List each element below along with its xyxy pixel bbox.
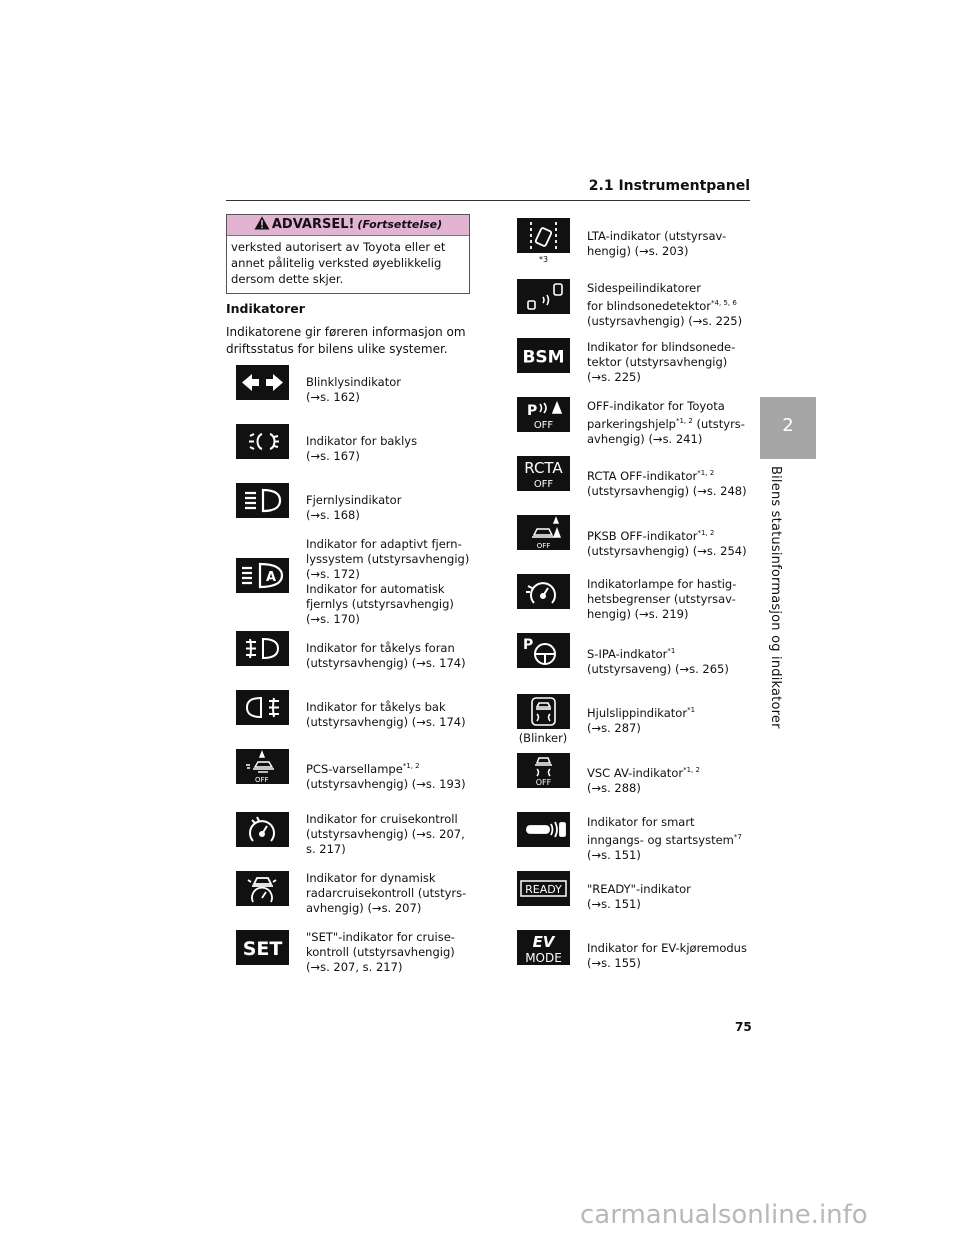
desc-line (587, 830, 759, 848)
warning-subtitle: (Fortsettelse) (357, 218, 443, 231)
chapter-tab (760, 397, 816, 459)
warning-body: verksted autorisert av Toyota eller et annet pålitelig verksted øyeblikkelig dersom dette skjer. (231, 240, 446, 286)
desc-line: hengig) (→s. 203) (587, 244, 689, 258)
indicator-description (587, 882, 759, 912)
desc-line: Indikator for tåkelys foran (306, 641, 455, 655)
desc-line: (ustyrsavhengig) (→s. 225) (587, 313, 743, 328)
desc-line: Indikator for blindsonede- (587, 340, 736, 354)
high-beam-icon (236, 483, 289, 518)
desc-line (587, 414, 759, 432)
indicator-description (587, 703, 759, 736)
chapter-title: Bilens statusinformasjon og indikatorer (768, 466, 783, 729)
desc-text: (utstyrs- (692, 416, 745, 431)
footnote-ref: *1, 2 (402, 762, 420, 770)
footnote-ref: *1 (687, 706, 696, 714)
indicator-description (306, 537, 478, 627)
indicator-description (306, 759, 478, 792)
indicator-description (587, 763, 759, 796)
desc-line (587, 466, 759, 484)
desc-line: Indikatorlampe for hastig- (587, 577, 737, 591)
desc-line (306, 759, 478, 777)
vsc-off-label: OFF (535, 778, 552, 787)
desc-line: Indikator for tåkelys bak (306, 700, 446, 714)
indicator-description (306, 930, 478, 975)
desc-line: (→s. 172) (306, 567, 360, 581)
desc-line: fjernlys (utstyrsavhengig) (306, 597, 454, 611)
desc-line: avhengig) (→s. 241) (587, 431, 703, 446)
page-header (226, 178, 750, 201)
desc-line: (utstyrsavhengig) (→s. 254) (587, 543, 747, 558)
page-number: 75 (735, 1020, 752, 1034)
indicator-description (587, 281, 759, 329)
set-indicator-icon (236, 930, 289, 965)
indicator-description (306, 700, 478, 730)
desc-line: (→s. 151) (587, 897, 641, 911)
desc-text: RCTA OFF-indikator (587, 468, 698, 483)
rcta-off-icon (517, 456, 570, 491)
desc-line (587, 703, 759, 721)
desc-line: (utstyrsavhengig) (→s. 174) (306, 715, 466, 729)
lta-icon (517, 218, 570, 253)
indicator-description (306, 812, 478, 857)
desc-text: Hjulslippindikator (587, 705, 688, 720)
ready-label: READY (525, 883, 562, 896)
svg-text:P: P (527, 403, 538, 419)
footnote-note: *3 (538, 255, 549, 264)
low-beam-icon (236, 424, 289, 459)
desc-text: PCS-varsellampe (306, 761, 403, 776)
ev-label: EV (532, 933, 555, 951)
set-label: SET (242, 938, 283, 960)
footnote-ref: *4, 5, 6 (711, 299, 737, 307)
desc-line: (→s. 162) (306, 390, 360, 404)
section-header-title: 2.1 Instrumentpanel (588, 178, 750, 194)
desc-line: Indikator for EV-kjøremodus (587, 941, 747, 955)
desc-line: "SET"-indikator for cruise- (306, 930, 455, 944)
indicator-description (306, 375, 478, 405)
desc-line: Fjernlysindikator (306, 493, 402, 507)
desc-line: (→s. 151) (587, 847, 641, 862)
pksb-off-label: OFF (536, 542, 551, 550)
desc-line: OFF-indikator for Toyota (587, 399, 725, 413)
indicator-description (587, 466, 759, 499)
indicator-description (587, 815, 759, 863)
desc-line: Indikator for adaptivt fjern- (306, 537, 462, 551)
indicator-description (306, 641, 478, 671)
desc-line: kontroll (utstyrsavhengig) (306, 945, 455, 959)
desc-line: hetsbegrenser (utstyrsav- (587, 592, 736, 606)
warning-title: ADVARSEL! (271, 217, 355, 232)
desc-line: Indikator for dynamisk (306, 871, 436, 885)
desc-line: (utstyrsavhengig) (→s. 174) (306, 656, 466, 670)
desc-text: parkeringshjelp (587, 416, 676, 431)
watermark-text: carmanualsonline.info (580, 1200, 868, 1230)
desc-text: PKSB OFF-indikator (587, 528, 698, 543)
rear-fog-light-icon (236, 690, 289, 725)
footnote-ref: *1 (667, 647, 676, 655)
adaptive-high-beam-icon (236, 558, 289, 593)
desc-line: (utstyrsavhengig) (→s. 207, (306, 827, 465, 841)
chapter-number: 2 (782, 415, 794, 436)
parking-assist-off-icon (517, 397, 570, 432)
desc-line: (→s. 168) (306, 508, 360, 522)
indicator-description (587, 399, 759, 447)
desc-line: (→s. 288) (587, 780, 641, 795)
vsc-off-icon (517, 753, 570, 788)
desc-line: (→s. 207, s. 217) (306, 960, 403, 974)
bsm-label: BSM (522, 347, 565, 368)
indicator-description (587, 577, 759, 622)
desc-line: "READY"-indikator (587, 882, 691, 896)
desc-line: Indikator for smart (587, 815, 695, 829)
ready-icon (517, 871, 570, 906)
svg-text:P: P (523, 637, 534, 653)
indicator-description (306, 493, 478, 523)
footnote-ref: *1, 2 (683, 766, 700, 774)
desc-line: radarcruisekontroll (utstyrs- (306, 886, 467, 900)
pcs-off-icon (236, 749, 289, 784)
pcs-off-label: OFF (255, 776, 269, 784)
footnote-ref: *1, 2 (697, 529, 715, 537)
turn-signal-arrows-icon (236, 365, 289, 400)
pksb-off-icon (517, 515, 570, 550)
indicator-description (306, 434, 478, 464)
blinker-note: (Blinker) (518, 731, 568, 745)
desc-line: Sidespeilindikatorer (587, 281, 701, 295)
desc-line: hengig) (→s. 219) (587, 607, 689, 621)
section-title: Indikatorer (226, 301, 305, 316)
desc-line (587, 526, 759, 544)
footnote-ref: *1, 2 (697, 469, 715, 477)
desc-text: for blindsonedetektor (587, 298, 712, 313)
desc-line: LTA-indikator (utstyrsav- (587, 229, 727, 243)
desc-line (587, 644, 759, 662)
mode-label: MODE (525, 951, 562, 965)
desc-line: (utstyrsavhengig) (→s. 193) (306, 776, 466, 791)
desc-line: (→s. 167) (306, 449, 360, 463)
smart-entry-icon (517, 812, 570, 847)
cruise-control-icon (236, 812, 289, 847)
desc-line: lyssystem (utstyrsavhengig) (306, 552, 470, 566)
s-ipa-icon (517, 633, 570, 668)
desc-line: avhengig) (→s. 207) (306, 901, 422, 915)
desc-line: s. 217) (306, 842, 346, 856)
desc-line (587, 296, 759, 314)
bsm-icon (517, 338, 570, 373)
desc-line: (utstyrsaveng) (→s. 265) (587, 661, 729, 676)
desc-line: Indikator for baklys (306, 434, 418, 448)
desc-line: (→s. 155) (587, 956, 641, 970)
indicator-description (587, 340, 759, 385)
desc-line: tektor (utstyrsavhengig) (587, 355, 728, 369)
warning-box (226, 214, 470, 294)
warning-header (227, 215, 469, 236)
footnote-ref: *7 (733, 833, 742, 841)
desc-line (587, 763, 759, 781)
indicator-description (306, 871, 478, 916)
desc-text: inngangs- og startsystem (587, 832, 734, 847)
desc-line: (→s. 225) (587, 370, 641, 384)
park-off-label: OFF (533, 420, 554, 431)
blind-spot-mirror-icon (517, 279, 570, 314)
svg-text:A: A (266, 570, 277, 585)
rcta-label: RCTA (524, 459, 563, 477)
desc-line: (→s. 287) (587, 720, 641, 735)
desc-line: (utstyrsavhengig) (→s. 248) (587, 483, 747, 498)
desc-line: (→s. 170) (306, 612, 360, 626)
footnote-ref: *1, 2 (675, 417, 693, 425)
rcta-off-label: OFF (533, 479, 554, 490)
indicator-description (587, 229, 759, 259)
slip-indicator-icon (517, 694, 570, 729)
section-intro: Indikatorene gir føreren informasjon om driftsstatus for bilens ulike systemer. (226, 325, 466, 356)
dynamic-radar-cruise-icon (236, 871, 289, 906)
desc-line: Indikator for cruisekontroll (306, 812, 458, 826)
ev-mode-icon (517, 930, 570, 965)
indicator-description (587, 644, 759, 677)
indicator-description (587, 526, 759, 559)
warning-triangle-icon (254, 216, 270, 230)
speed-limiter-icon (517, 574, 570, 609)
front-fog-light-icon (236, 631, 289, 666)
indicator-description (587, 941, 759, 971)
desc-text: VSC AV-indikator (587, 765, 684, 780)
desc-text: S-IPA-indkator (587, 646, 668, 661)
desc-line: Blinklysindikator (306, 375, 401, 389)
desc-line: Indikator for automatisk (306, 582, 445, 596)
